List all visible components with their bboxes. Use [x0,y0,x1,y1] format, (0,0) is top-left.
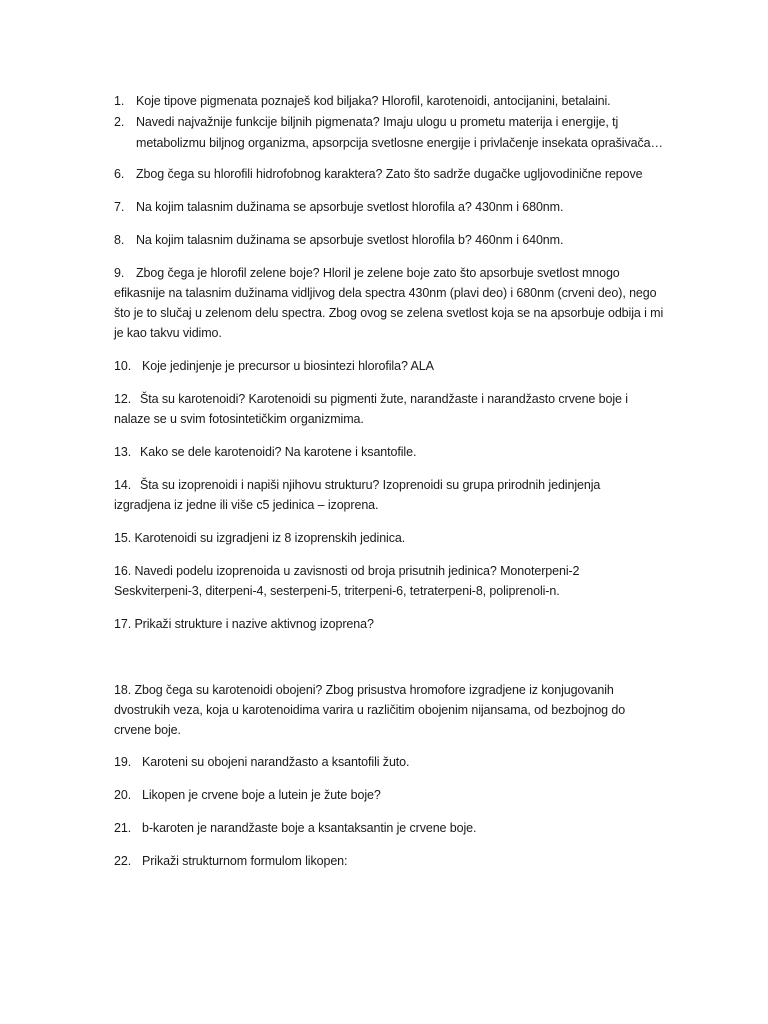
item-text: Šta su karotenoidi? Karotenoidi su pigmenti žute, narandžaste i narandžasto crvene boje i [140,392,628,406]
item-text: nalaze se u svim fotosintetičkim organizmima. [114,412,364,426]
item-text: 15. Karotenoidi su izgradjeni iz 8 izoprenskih jedinica. [114,531,406,545]
item-text: b-karoten je narandžaste boje a ksantaksantin je crvene boje. [142,821,477,835]
question-14 [114,475,600,495]
question-12-continuation [114,409,364,429]
item-text: izgradjena iz jedne ili više c5 jedinica – izoprena. [114,498,379,512]
item-text: dvostrukih veza, koja u karotenoidima varira u različitim obojenim nijansama, od bezbojnog do [114,703,626,717]
item-text: Prikaži strukturnom formulom likopen: [142,854,348,868]
item-number: 19. [114,755,132,769]
question-21 [114,818,476,838]
item-number: 12. [114,392,132,406]
item-text: 16. Navedi podelu izoprenoida u zavisnosti od broja prisutnih jedinica? Monoterpeni-2 [114,564,580,578]
question-20 [114,785,381,805]
question-14-continuation [114,495,378,515]
item-text: Koje jedinjenje je precursor u biosintezi hlorofila? ALA [142,359,434,373]
item-number: 8. [114,233,125,247]
question-15 [114,528,405,548]
question-17 [114,614,374,634]
item-number: 9. [114,266,125,280]
item-number: 20. [114,788,132,802]
item-number: 14. [114,478,132,492]
item-text: crvene boje. [114,723,181,737]
item-number: 13. [114,445,132,459]
item-text: Na kojim talasnim dužinama se apsorbuje svetlost hlorofila a? 430nm i 680nm. [136,200,564,214]
item-text: Zbog čega su hlorofili hidrofobnog karaktera? Zato što sadrže dugačke ugljovodinične repove [136,167,643,181]
question-18-continuation [114,720,181,740]
item-text: Navedi najvažnije funkcije biljnih pigmenata? Imaju ulogu u prometu materija i energije, tj [136,115,619,129]
item-text: što je to slučaj u zelenom delu spectra. Zbog ovog se zelena svetlost koja se na apsorbuje odbija i mi [114,306,664,320]
question-22 [114,851,347,871]
question-9-continuation [114,283,656,303]
item-text: Na kojim talasnim dužinama se apsorbuje svetlost hlorofila b? 460nm i 640nm. [136,233,564,247]
item-number: 7. [114,200,125,214]
question-6 [114,164,643,184]
question-16-continuation [114,581,560,601]
question-18-continuation [114,700,625,720]
item-text: Kako se dele karotenoidi? Na karotene i ksantofile. [140,445,417,459]
item-text: Likopen je crvene boje a lutein je žute boje? [142,788,381,802]
question-13 [114,442,416,462]
item-text: metabolizmu biljnog organizma, apsorpcija svetlosne energije i privlačenje insekata oprašivača… [136,136,663,150]
item-text: Šta su izoprenoidi i napiši njihovu strukturu? Izoprenoidi su grupa prirodnih jedinjenja [140,478,601,492]
item-number: 2. [114,115,125,129]
item-text: 18. Zbog čega su karotenoidi obojeni? Zbog prisustva hromofore izgradjene iz konjugovanih [114,683,614,697]
item-text: Karoteni su obojeni narandžasto a ksantofili žuto. [142,755,410,769]
question-16 [114,561,579,581]
question-9-continuation [114,303,663,323]
item-number: 10. [114,359,132,373]
question-2 [114,112,618,132]
question-9-continuation [114,323,222,343]
item-number: 21. [114,821,132,835]
question-8 [114,230,563,250]
question-10 [114,356,434,376]
question-9 [114,263,620,283]
question-18 [114,680,614,700]
item-number: 22. [114,854,132,868]
item-text: je kao takvu vidimo. [114,326,222,340]
item-text: efikasnije na talasnim dužinama vidljivog dela spectra 430nm (plavi deo) i 680nm (crveni deo), nego [114,286,657,300]
item-number: 1. [114,94,125,108]
question-1 [114,91,611,111]
item-text: 17. Prikaži strukture i nazive aktivnog izoprena? [114,617,374,631]
question-12 [114,389,628,409]
item-number: 6. [114,167,125,181]
question-19 [114,752,409,772]
question-7 [114,197,563,217]
item-text: Zbog čega je hlorofil zelene boje? Hloril je zelene boje zato što apsorbuje svetlost mnogo [136,266,620,280]
question-2-continuation [136,133,663,153]
item-text: Seskviterpeni-3, diterpeni-4, sesterpeni-5, triterpeni-6, tetraterpeni-8, poliprenoli-n. [114,584,560,598]
item-text: Koje tipove pigmenata poznaješ kod biljaka? Hlorofil, karotenoidi, antocijanini, betalaini. [136,94,611,108]
